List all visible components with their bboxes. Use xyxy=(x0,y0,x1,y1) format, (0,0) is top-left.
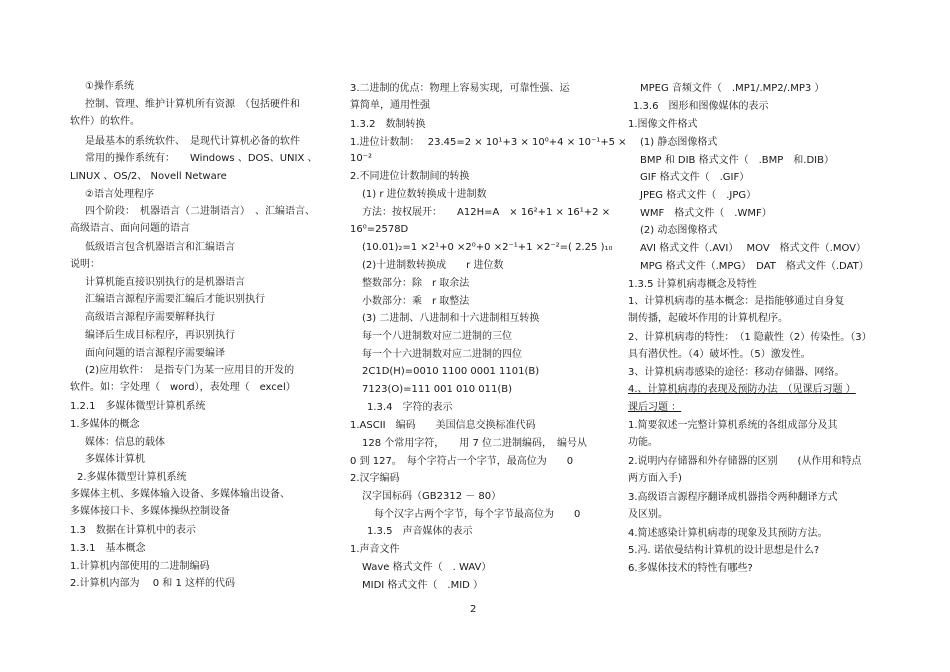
text-line: 2.汉字编码 xyxy=(350,473,400,484)
text-line: 3、计算机病毒感染的途径：移动存储器、网络。 xyxy=(628,367,845,378)
text-line: 整数部分：除 r 取余法 xyxy=(362,278,470,289)
text-line: 具有潜伏性。（4）破坏性。（5）激发性。 xyxy=(628,349,811,360)
text-line: (2) 动态图像格式 xyxy=(640,225,718,236)
text-line: 软件。如：字处理（ word），表处理（ excel） xyxy=(70,382,296,393)
text-line: 2.说明内存储器和外存储器的区别 (从作用和特点 xyxy=(628,456,862,467)
text-line: 高级语言源程序需要解释执行 xyxy=(85,312,215,323)
text-line: 汉字国标码（GB2312 － 80） xyxy=(362,491,502,502)
text-line: 1.ASCII 编码 美国信息交换标准代码 xyxy=(350,420,536,431)
text-line: 每个汉字占两个字节，每个字节最高位为 0 xyxy=(374,509,581,520)
text-line: 1.进位计数制： 23.45=2 × 10¹+3 × 10⁰+4 × 10⁻¹+5 × xyxy=(350,137,627,148)
text-line: 16⁰=2578D xyxy=(350,224,409,235)
text-line: 软件）的软件。 xyxy=(70,116,140,127)
text-line: Wave 格式文件（ . WAV） xyxy=(362,562,492,573)
text-line: 常用的操作系统有： Windows 、DOS、UNIX 、 xyxy=(85,153,318,164)
text-line: ②语言处理程序 xyxy=(85,189,154,200)
text-line: 0 到 127。 每个字符占一个字节，最高位为 0 xyxy=(350,456,574,467)
text-line: 6.多媒体技术的特性有哪些? xyxy=(628,563,753,574)
text-line: 及区别。 xyxy=(628,509,668,520)
text-line: 多媒体主机、多媒体输入设备、多媒体输出设备、 xyxy=(70,489,290,500)
text-line: 2.多媒体微型计算机系统 xyxy=(77,472,187,483)
text-line: (2)十进制数转换成 r 进位数 xyxy=(362,260,504,271)
text-line: GIF 格式文件（ .GIF） xyxy=(640,172,750,183)
text-line: ①操作系统 xyxy=(85,81,134,92)
text-line: 每一个八进制数对应二进制的三位 xyxy=(362,331,512,342)
text-line: 课后习题 ： xyxy=(628,402,682,413)
text-line: (2)应用软件： 是指专门为某一应用目的开发的 xyxy=(85,365,295,376)
text-line: 2C1D(H)=0010 1100 0001 1101(B) xyxy=(362,366,540,377)
text-line: 1.图像文件格式 xyxy=(628,119,698,130)
text-line: 1.3.2 数制转换 xyxy=(350,119,426,130)
text-line: 编译后生成目标程序，再识别执行 xyxy=(85,330,235,341)
text-line: 1、计算机病毒的基本概念：是指能够通过自身复 xyxy=(628,296,845,307)
text-line: MIDI 格式文件（ .MID ） xyxy=(362,580,484,591)
text-line: 多媒体计算机 xyxy=(85,454,145,465)
text-line: 1.3.1 基本概念 xyxy=(70,543,146,554)
text-line: 7123(O)=111 001 010 011(B) xyxy=(362,384,513,395)
text-line: AVI 格式文件（.AVI） MOV 格式文件（.MOV） xyxy=(640,243,867,254)
text-line: LINUX 、OS/2、 Novell Netware xyxy=(70,171,227,182)
text-line: 两方面入手) xyxy=(628,473,682,484)
text-line: 1.简要叙述一完整计算机系统的各组成部分及其 xyxy=(628,420,838,431)
text-line: 四个阶段： 机器语言（二进制语言） 、汇编语言、 xyxy=(85,206,315,217)
text-line: 1.多媒体的概念 xyxy=(70,419,140,430)
text-line: MPG 格式文件（.MPG） DAT 格式文件（.DAT） xyxy=(640,261,869,272)
text-line: 128 个常用字符， 用 7 位二进制编码， 编号从 xyxy=(362,438,587,449)
text-line: 低级语言包含机器语言和汇编语言 xyxy=(85,242,235,253)
text-line: 多媒体接口卡、多媒体操纵控制设备 xyxy=(70,506,230,517)
text-line: 3.高级语言源程序翻译成机器指令两种翻译方式 xyxy=(628,492,838,503)
text-line: 媒体：信息的载体 xyxy=(85,437,165,448)
text-line: 5.冯. 诺依曼结构计算机的设计思想是什么? xyxy=(628,545,820,556)
text-line: 1.3 数据在计算机中的表示 xyxy=(70,525,196,536)
text-line: 计算机能直接识别执行的是机器语言 xyxy=(85,277,245,288)
text-line: 1.2.1 多媒体微型计算机系统 xyxy=(70,401,206,412)
page-number: 2 xyxy=(470,604,477,615)
text-line: BMP 和 DIB 格式文件（ .BMP 和.DIB） xyxy=(640,155,834,166)
text-line: (1) 静态图像格式 xyxy=(640,137,718,148)
text-line: 4.、计算机病毒的表现及预防办法 （见课后习题 ） xyxy=(628,384,856,395)
text-line: 10⁻² xyxy=(350,153,373,164)
text-line: 功能。 xyxy=(628,437,658,448)
text-line: 制传播，起破坏作用的计算机程序。 xyxy=(628,313,788,324)
text-line: 2.计算机内部为 0 和 1 这样的代码 xyxy=(70,578,235,589)
text-line: JPEG 格式文件（ .JPG） xyxy=(640,190,757,201)
text-line: 面向问题的语言源程序需要编译 xyxy=(85,348,225,359)
text-line: (1) r 进位数转换成十进制数 xyxy=(362,189,487,200)
text-line: 方法：按权展开： A12H=A × 16²+1 × 16¹+2 × xyxy=(362,207,611,218)
text-line: 小数部分：乘 r 取整法 xyxy=(362,296,470,307)
text-line: MPEG 音频文件（ .MP1/.MP2/.MP3 ） xyxy=(640,83,825,94)
text-line: 3.二进制的优点：物理上容易实现，可靠性强、运 xyxy=(350,83,570,94)
text-line: 2、计算机病毒的特性： （1 隐蔽性（2）传染性。（3） xyxy=(628,332,872,343)
text-line: 是最基本的系统软件、 是现代计算机必备的软件 xyxy=(85,136,300,147)
text-line: 1.3.5 计算机病毒概念及特性 xyxy=(628,279,757,290)
text-line: 1.3.5 声音媒体的表示 xyxy=(367,526,473,537)
text-line: 控制、管理、维护计算机所有资源 （包括硬件和 xyxy=(85,99,300,110)
text-line: 1.声音文件 xyxy=(350,544,400,555)
text-line: 高级语言、面向问题的语言 xyxy=(70,223,190,234)
text-line: 1.3.6 图形和图像媒体的表示 xyxy=(633,101,769,112)
text-line: 每一个十六进制数对应二进制的四位 xyxy=(362,349,522,360)
text-line: 说明： xyxy=(70,259,100,270)
text-line: 算简单，通用性强 xyxy=(350,100,430,111)
text-line: 1.计算机内部使用的二进制编码 xyxy=(70,561,210,572)
text-line: WMF 格式文件（ .WMF） xyxy=(640,208,772,219)
text-line: 2.不同进位计数制间的转换 xyxy=(350,171,470,182)
text-line: 4.简述感染计算机病毒的现象及其预防方法。 xyxy=(628,528,828,539)
text-line: (10.01)₂=1 ×2¹+0 ×2⁰+0 ×2⁻¹+1 ×2⁻²=( 2.25 )₁₀ xyxy=(362,242,613,253)
text-line: (3) 二进制、八进制和十六进制相互转换 xyxy=(362,313,540,324)
text-line: 汇编语言源程序需要汇编后才能识别执行 xyxy=(85,294,265,305)
text-line: 1.3.4 字符的表示 xyxy=(367,402,453,413)
